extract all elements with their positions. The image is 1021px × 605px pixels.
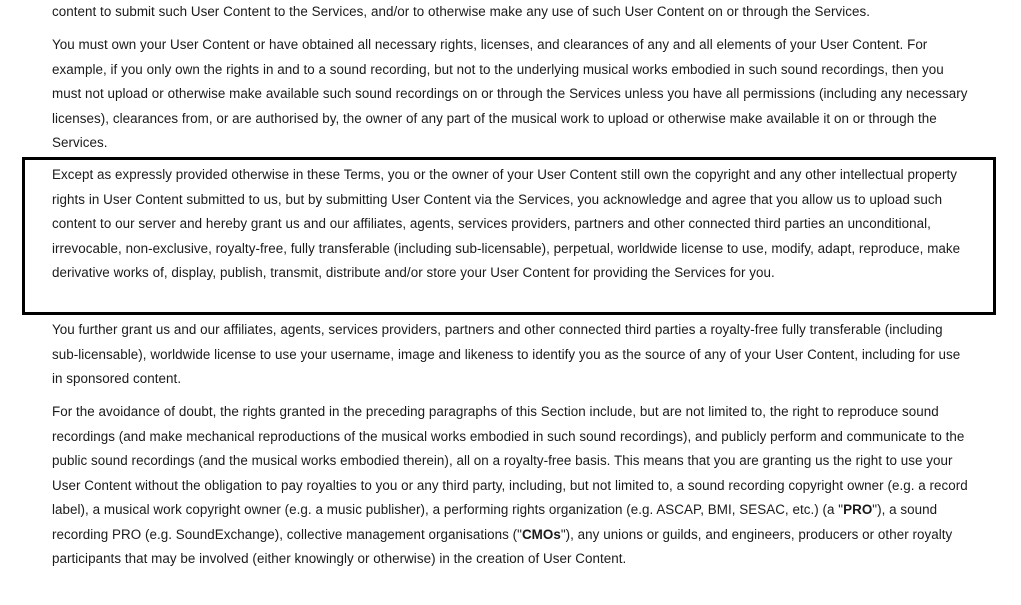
defined-term-cmos: CMOs — [521, 526, 561, 542]
royalty-text-part-2: "), a sound recording PRO (e.g. SoundExchange), collective management organisations (" — [52, 502, 938, 542]
defined-term-pro: PRO — [843, 502, 873, 517]
paragraph-license-grant: Except as expressly provided otherwise in these Terms, you or the owner of your User Content still own the copyright and any other intellectual property rights in User Content submitted to us, but by submitting User Content via the Services, you acknowledge and agree that you allow us to upload such content to our server and hereby grant us and our affiliates, agents, services providers, partners and other connected third parties an unconditional, irrevocable, non-exclusive, royalty-free, fully transferable (including sub-licensable), perpetual, worldwide license to use, modify, adapt, reproduce, make derivative works of, display, publish, transmit, distribute and/or store your User Content for providing the Services for you. — [52, 167, 961, 280]
paragraph-content-use: content to submit such User Content to the Services, and/or to otherwise make any use of such User Content on or through the Services. — [52, 4, 870, 19]
royalty-text-part-1: For the avoidance of doubt, the rights granted in the preceding paragraphs of this Section include, but are not limited to, the right to reproduce sound recordings (and make mechanical reproductions of the musical works embodied in such sound recordings), and publicly perform and communicate to the public sound recordings (and the musical works embodied therein), all on a royalty-free basis. This means that you are granting us the right to use your User Content without the obligation to pay royalties to you or any third party, including, but not limited to, a sound recording copyright owner (e.g. a record label), a musical work copyright owner (e.g. a music publisher), a performing rights organization (e.g. ASCAP, BMI, SESAC, etc.) (a " — [52, 404, 968, 517]
royalty-text-part-3: "), any unions or guilds, and engineers, producers or other royalty participants that may be involved (either knowingly or otherwise) in the creation of User Content. — [52, 526, 953, 566]
paragraph-ownership-requirement: You must own your User Content or have obtained all necessary rights, licenses, and clearances of any and all elements of your User Content. For example, if you only own the rights in and to a sound recording, but not to the underlying musical works embodied in such sound recordings, then you must not upload or otherwise make available such sound recordings on or through the Services unless you have all permissions (including any necessary licenses), clearances from, or are authorised by, the owner of any part of the musical work to upload or otherwise make available it on or through the Services. — [52, 37, 968, 150]
paragraph-likeness-license: You further grant us and our affiliates, agents, services providers, partners and other connected third parties a royalty-free fully transferable (including sub-licensable), worldwide license to use your username, image and likeness to identify you as the source of any of your User Content, including for use in sponsored content. — [52, 322, 961, 386]
paragraph-royalty-free — [52, 400, 977, 572]
